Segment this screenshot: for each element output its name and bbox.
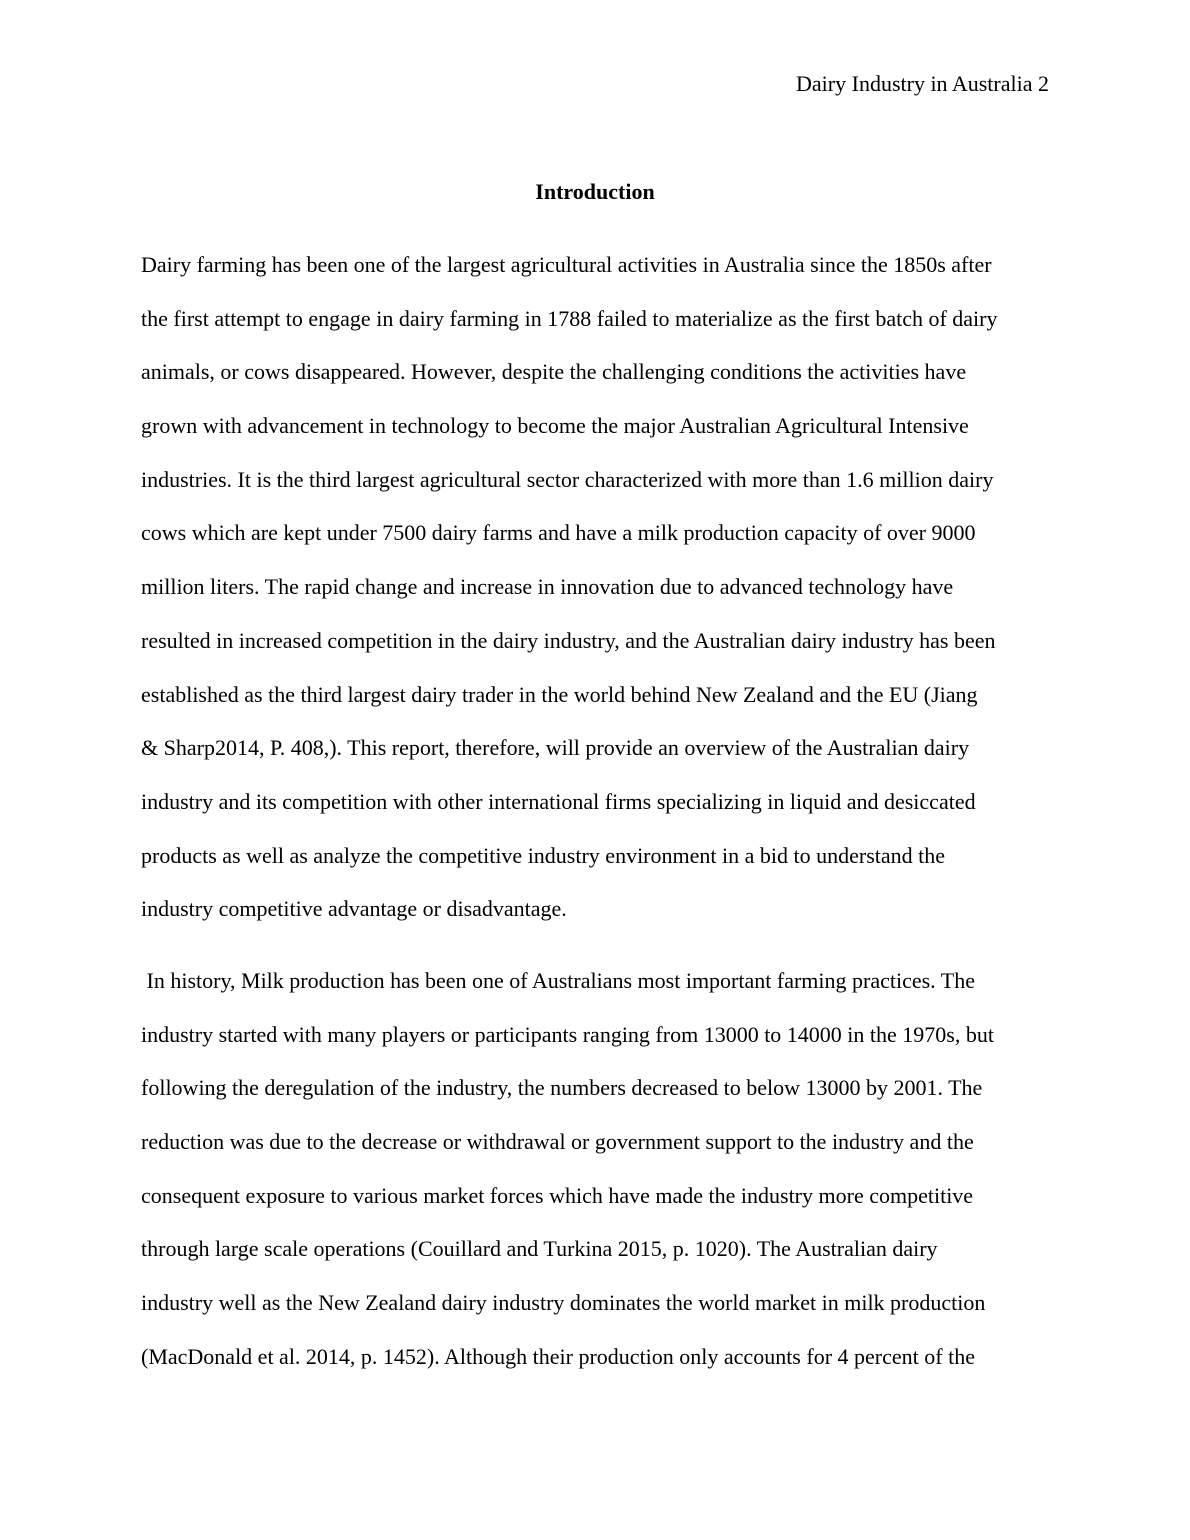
running-header: Dairy Industry in Australia 2 xyxy=(796,71,1049,96)
text-line: animals, or cows disappeared. However, despite the challenging conditions the activities have xyxy=(141,359,967,385)
text-line: reduction was due to the decrease or withdrawal or government support to the industry and the xyxy=(141,1129,974,1155)
text-line: through large scale operations (Couillard and Turkina 2015, p. 1020). The Australian dairy xyxy=(141,1236,938,1262)
text-line: (MacDonald et al. 2014, p. 1452). Although their production only accounts for 4 percent of the xyxy=(141,1343,975,1369)
text-line: In history, Milk production has been one of Australians most important farming practices. The xyxy=(141,968,975,993)
text-line: industry and its competition with other international firms specializing in liquid and desiccated xyxy=(141,788,976,814)
text-line: resulted in increased competition in the dairy industry, and the Australian dairy industry has been xyxy=(141,627,996,653)
text-line: industry started with many players or participants ranging from 13000 to 14000 in the 1970s, but xyxy=(141,1021,994,1047)
text-line: following the deregulation of the industry, the numbers decreased to below 13000 by 2001. The xyxy=(141,1075,983,1101)
section-heading: Introduction xyxy=(535,179,655,204)
paragraph-history xyxy=(141,967,1053,1397)
text-line: industry competitive advantage or disadvantage. xyxy=(141,896,567,922)
text-line: Dairy farming has been one of the largest agricultural activities in Australia since the 1850s after xyxy=(141,252,992,277)
text-line: industries. It is the third largest agricultural sector characterized with more than 1.6 million dairy xyxy=(141,466,994,492)
text-line: consequent exposure to various market forces which have made the industry more competitive xyxy=(141,1182,974,1208)
text-line: industry well as the New Zealand dairy industry dominates the world market in milk production xyxy=(141,1290,986,1316)
text-line: & Sharp2014, P. 408,). This report, therefore, will provide an overview of the Australian dairy xyxy=(141,735,970,761)
text-line: the first attempt to engage in dairy farming in 1788 failed to materialize as the first batch of dairy xyxy=(141,305,998,331)
paragraph-introduction xyxy=(141,251,1053,949)
text-line: established as the third largest dairy trader in the world behind New Zealand and the EU (Jiang xyxy=(141,681,978,707)
text-line: cows which are kept under 7500 dairy farms and have a milk production capacity of over 9000 xyxy=(141,520,976,546)
text-line: grown with advancement in technology to become the major Australian Agricultural Intensive xyxy=(141,413,969,439)
text-line: products as well as analyze the competitive industry environment in a bid to understand the xyxy=(141,842,946,868)
text-line: million liters. The rapid change and increase in innovation due to advanced technology have xyxy=(141,574,954,600)
